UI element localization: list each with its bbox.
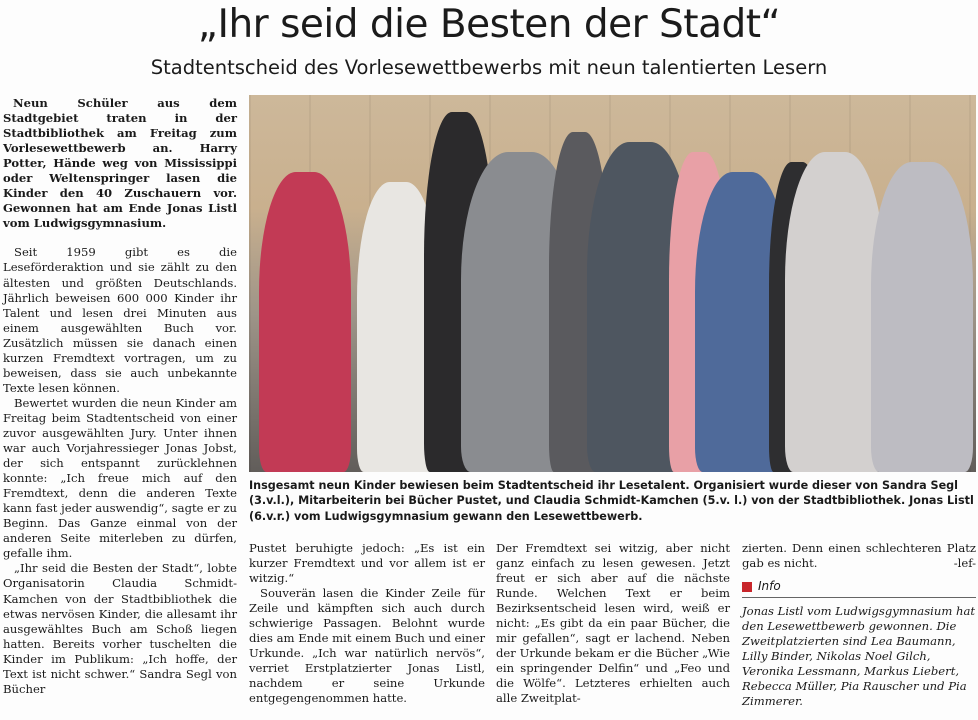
person-figure: [871, 162, 973, 472]
photo-caption: Insgesamt neun Kinder bewiesen beim Stadtentscheid ihr Lesetalent. Organisiert wurde dieser von Sandra Segl (3.v.l.), Mitarbeiterin bei Bücher Pustet, und Claudia Schmidt-Kamchen (5.v. l.) von der Stadtbibliothek. Jonas Listl (6.v.r.) vom Ludwigsgymnasium gewann den Lesewettbewerb.: [249, 479, 974, 523]
lead-column: [3, 96, 237, 697]
author-signature: -lef-: [953, 556, 976, 571]
subheadline: Stadtentscheid des Vorlesewettbewerbs mit neun talentierten Lesern: [150, 56, 828, 79]
body-paragraph: Seit 1959 gibt es die Leseförderaktion und sie zählt zu den ältesten und größten Deutschlands. Jährlich beweisen 600 000 Kinder ihr Talent und lesen drei Minuten aus einem ausgewählten Buch vor. Zusätzlich müssen sie danach einen kurzen Fremdtext vortragen, um zu beweisen, dass sie auch unbekannte Texte lesen können.: [3, 245, 237, 395]
body-paragraph: Souverän lasen die Kinder Zeile für Zeile und kämpften sich auch durch schwierige Passagen. Belohnt wurde dies am Ende mit einem Buch und einer Urkunde. „Ich war natürlich nervös“, verriet Erstplatzierter Jonas Listl, nachdem er seine Urkunde entgegengenommen hatte.: [249, 586, 485, 706]
group-photo: [249, 95, 976, 472]
closing-text: zierten. Denn einen schlechteren Platz gab es nicht.: [742, 541, 976, 571]
body-paragraph: Pustet beruhigte jedoch: „Es ist ein kurzer Fremdtext und vor allem ist er witzig.“: [249, 541, 485, 586]
lead-paragraph: Neun Schüler aus dem Stadtgebiet traten in der Stadtbibliothek am Freitag zum Vorlesewettbewerb an. Harry Potter, Hände weg von Mississippi oder Weltenspringer lasen die Kinder den 40 Zuschauern vor. Gewonnen hat am Ende Jonas Listl vom Ludwigsgymnasium.: [3, 96, 237, 231]
info-title: Info: [758, 579, 781, 594]
person-figure: [785, 152, 885, 472]
body-paragraph: [742, 541, 976, 571]
headline: „Ihr seid die Besten der Stadt“: [197, 2, 781, 47]
body-paragraph: Der Fremdtext sei witzig, aber nicht ganz einfach zu lesen gewesen. Jetzt freut er sich aber auf die nächste Runde. Welchen Text er beim Bezirksentscheid lesen wird, weiß er nicht: „Es gibt da ein paar Bücher, die mir gefallen“, sagt er lachend. Neben der Urkunde bekam er die Bücher „Wie ein springender Delfin“ und „Feo und die Wölfe“. Letzteres erhielten auch alle Zweitplat-: [496, 541, 730, 706]
body-paragraph: Bewertet wurden die neun Kinder am Freitag beim Stadtentscheid von einer zuvor ausgewählten Jury. Unter ihnen war auch Vorjahressieger Jonas Jobst, der sich entspannt zurücklehnen konnte: „Ich freue mich auf den Fremdtext, denn die anderen Texte kann fast jeder auswendig“, sagte er zu Beginn. Das Ganze einmal von der anderen Seite miterleben zu dürfen, gefalle ihm.: [3, 395, 237, 561]
body-column-3: [742, 541, 976, 709]
info-box-header: [742, 579, 976, 598]
body-paragraph: „Ihr seid die Besten der Stadt“, lobte Organisatorin Claudia Schmidt-Kamchen von der Stadtbibliothek die etwas nervösen Kinder, die allesamt ihr ausgewähltes Buch am Schoß liegen hatten. Bereits vorher tuschelten die Kinder im Publikum: „Ich hoffe, der Text ist nicht schwer.“ Sandra Segl von Bücher: [3, 561, 237, 696]
person-figure: [259, 172, 351, 472]
body-column-2: [496, 541, 730, 707]
info-square-icon: [742, 582, 752, 592]
info-text: Jonas Listl vom Ludwigsgymnasium hat den Lesewettbewerb gewonnen. Die Zweitplatzierten sind Lea Baumann, Lilly Binder, Nikolas Noel Gilch, Veronika Lessmann, Markus Liebert, Rebecca Müller, Pia Rauscher und Pia Zimmerer.: [742, 604, 976, 709]
body-column-1: [249, 541, 485, 707]
